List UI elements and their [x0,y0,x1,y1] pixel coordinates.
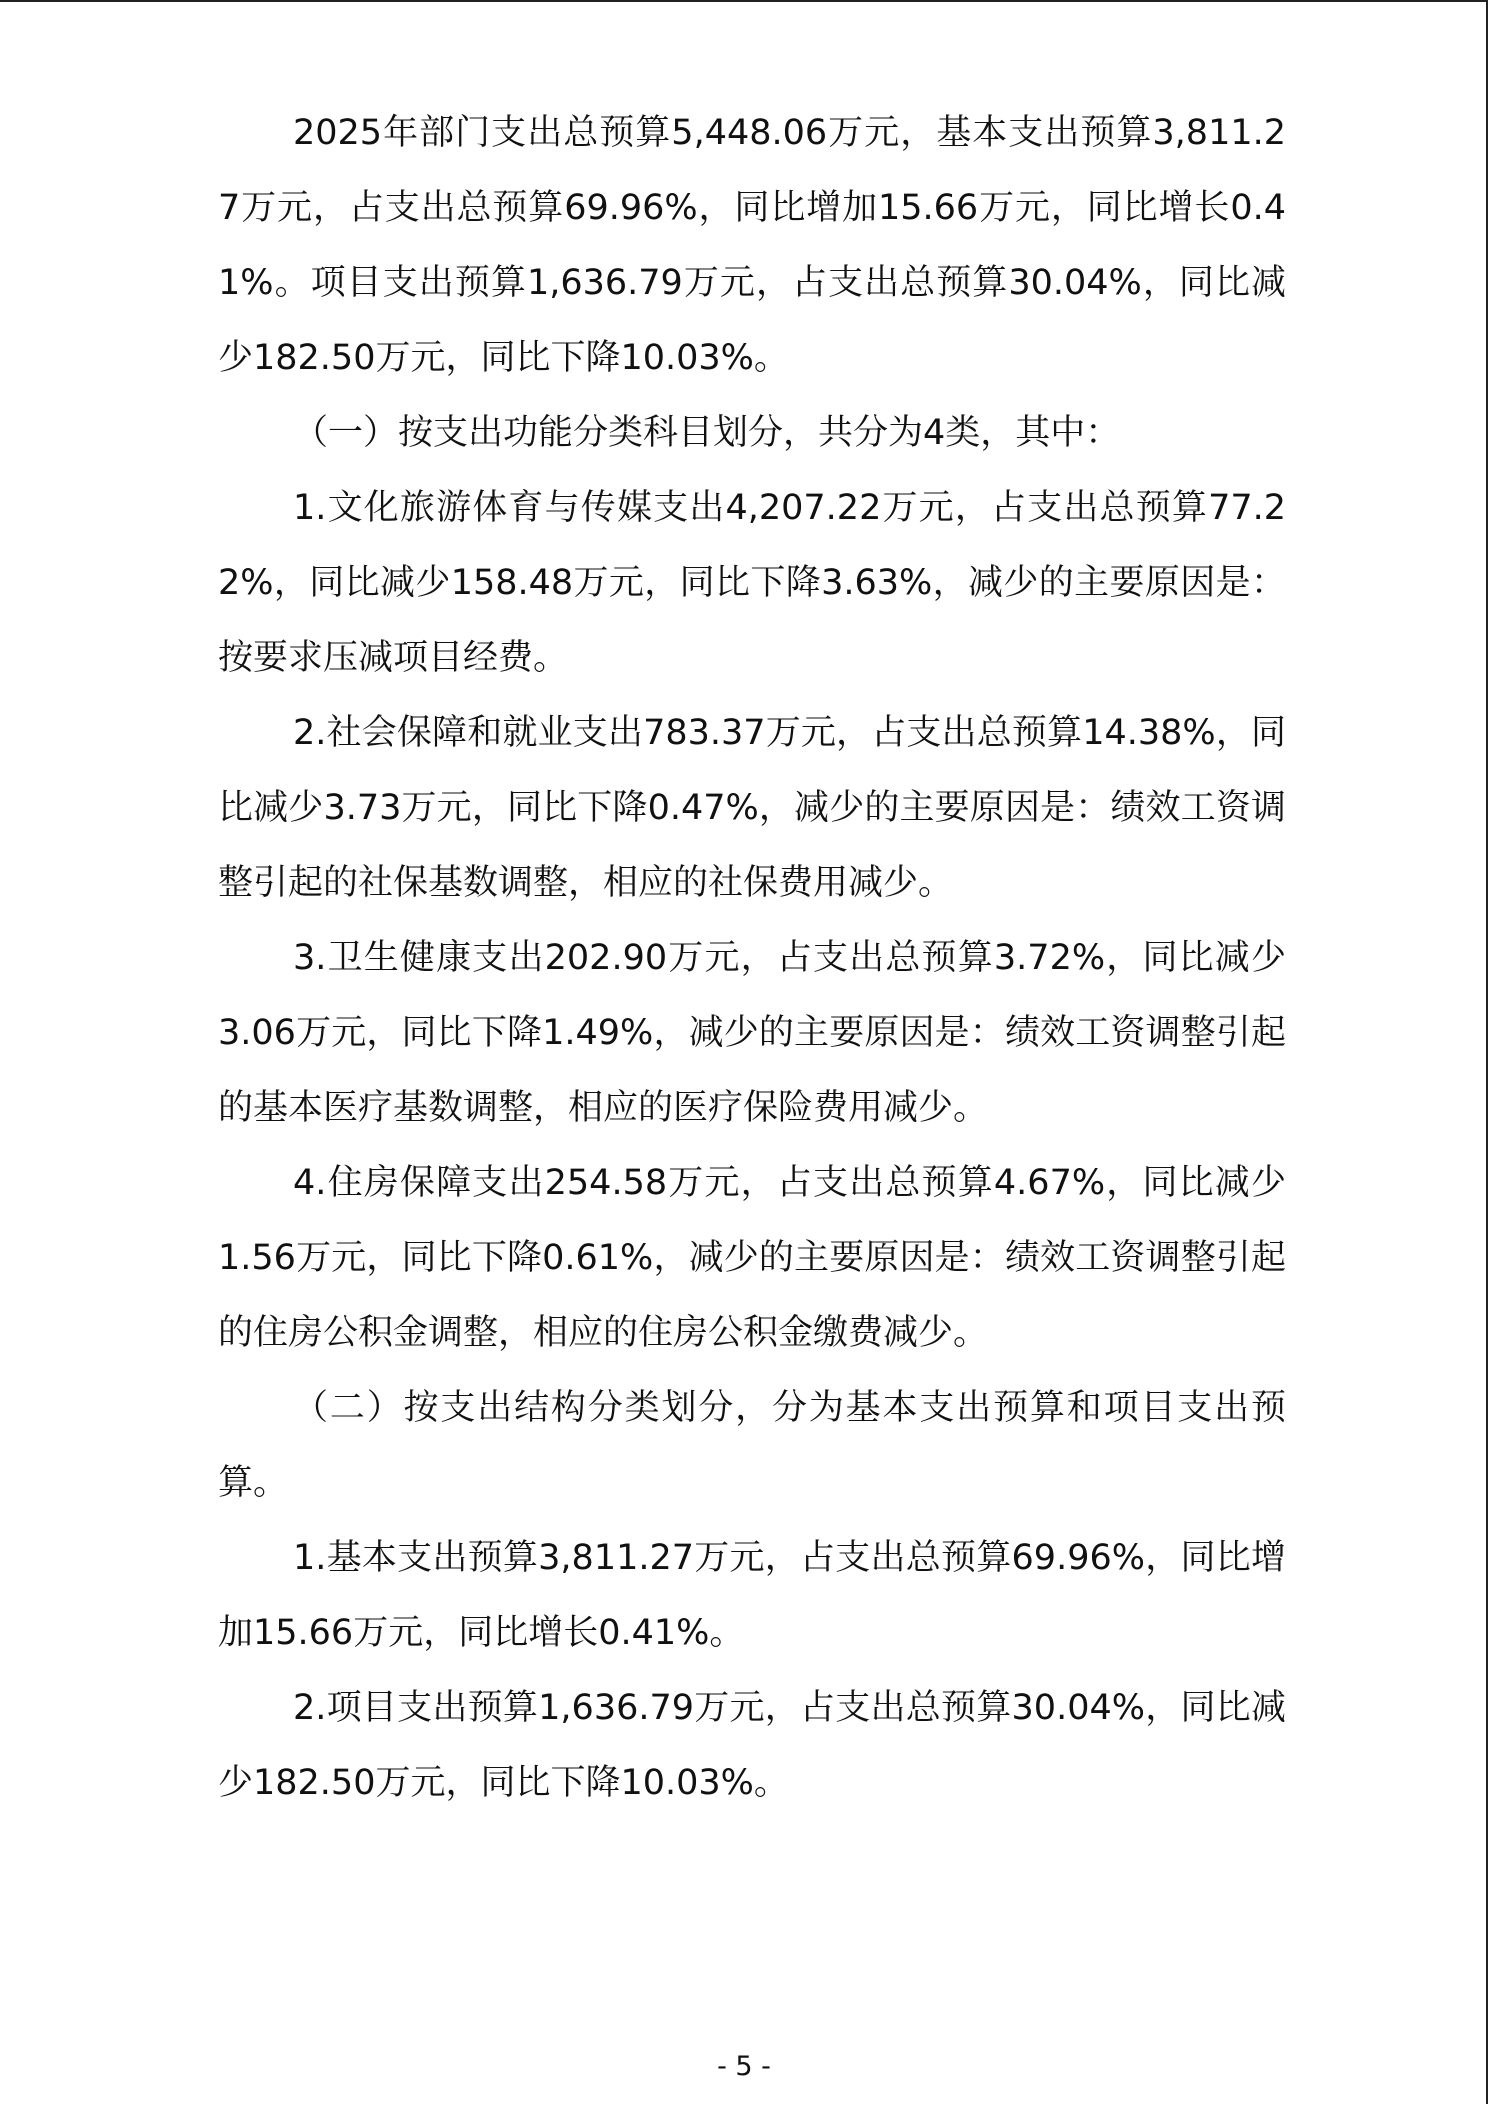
social-security-paragraph: 2.社会保障和就业支出783.37万元，占支出总预算14.38%，同比减少3.73万元，同比下降0.47%，减少的主要原因是：绩效工资调整引起的社保基数调整，相应的社保费用减少。 [218,713,1286,903]
housing-paragraph: 4.住房保障支出254.58万元，占支出总预算4.67%，同比减少1.56万元，同比下降0.61%，减少的主要原因是：绩效工资调整引起的住房公积金调整，相应的住房公积金缴费减少。 [218,1163,1286,1353]
page-number: - 5 - [717,2051,771,2082]
basic-expenditure-paragraph: 1.基本支出预算3,811.27万元，占支出总预算69.96%，同比增加15.66万元，同比增长0.41%。 [218,1538,1286,1653]
document-body [218,96,1286,1821]
total-budget-paragraph: 2025年部门支出总预算5,448.06万元，基本支出预算3,811.27万元，占支出总预算69.96%，同比增加15.66万元，同比增长0.41%。项目支出预算1,636.79万元，占支出总预算30.04%，同比减少182.50万元，同比下降10.03%。 [218,113,1286,378]
functional-classification-heading: （一）按支出功能分类科目划分，共分为4类，其中： [293,413,1121,453]
project-expenditure-paragraph: 2.项目支出预算1,636.79万元，占支出总预算30.04%，同比减少182.50万元，同比下降10.03%。 [218,1688,1286,1803]
culture-tourism-paragraph: 1.文化旅游体育与传媒支出4,207.22万元，占支出总预算77.22%，同比减少158.48万元，同比下降3.63%，减少的主要原因是：按要求压减项目经费。 [218,488,1286,678]
structure-classification-heading: （二）按支出结构分类划分，分为基本支出预算和项目支出预算。 [218,1388,1286,1503]
health-paragraph: 3.卫生健康支出202.90万元，占支出总预算3.72%，同比减少3.06万元，同比下降1.49%，减少的主要原因是：绩效工资调整引起的基本医疗基数调整，相应的医疗保险费用减少。 [218,938,1286,1128]
